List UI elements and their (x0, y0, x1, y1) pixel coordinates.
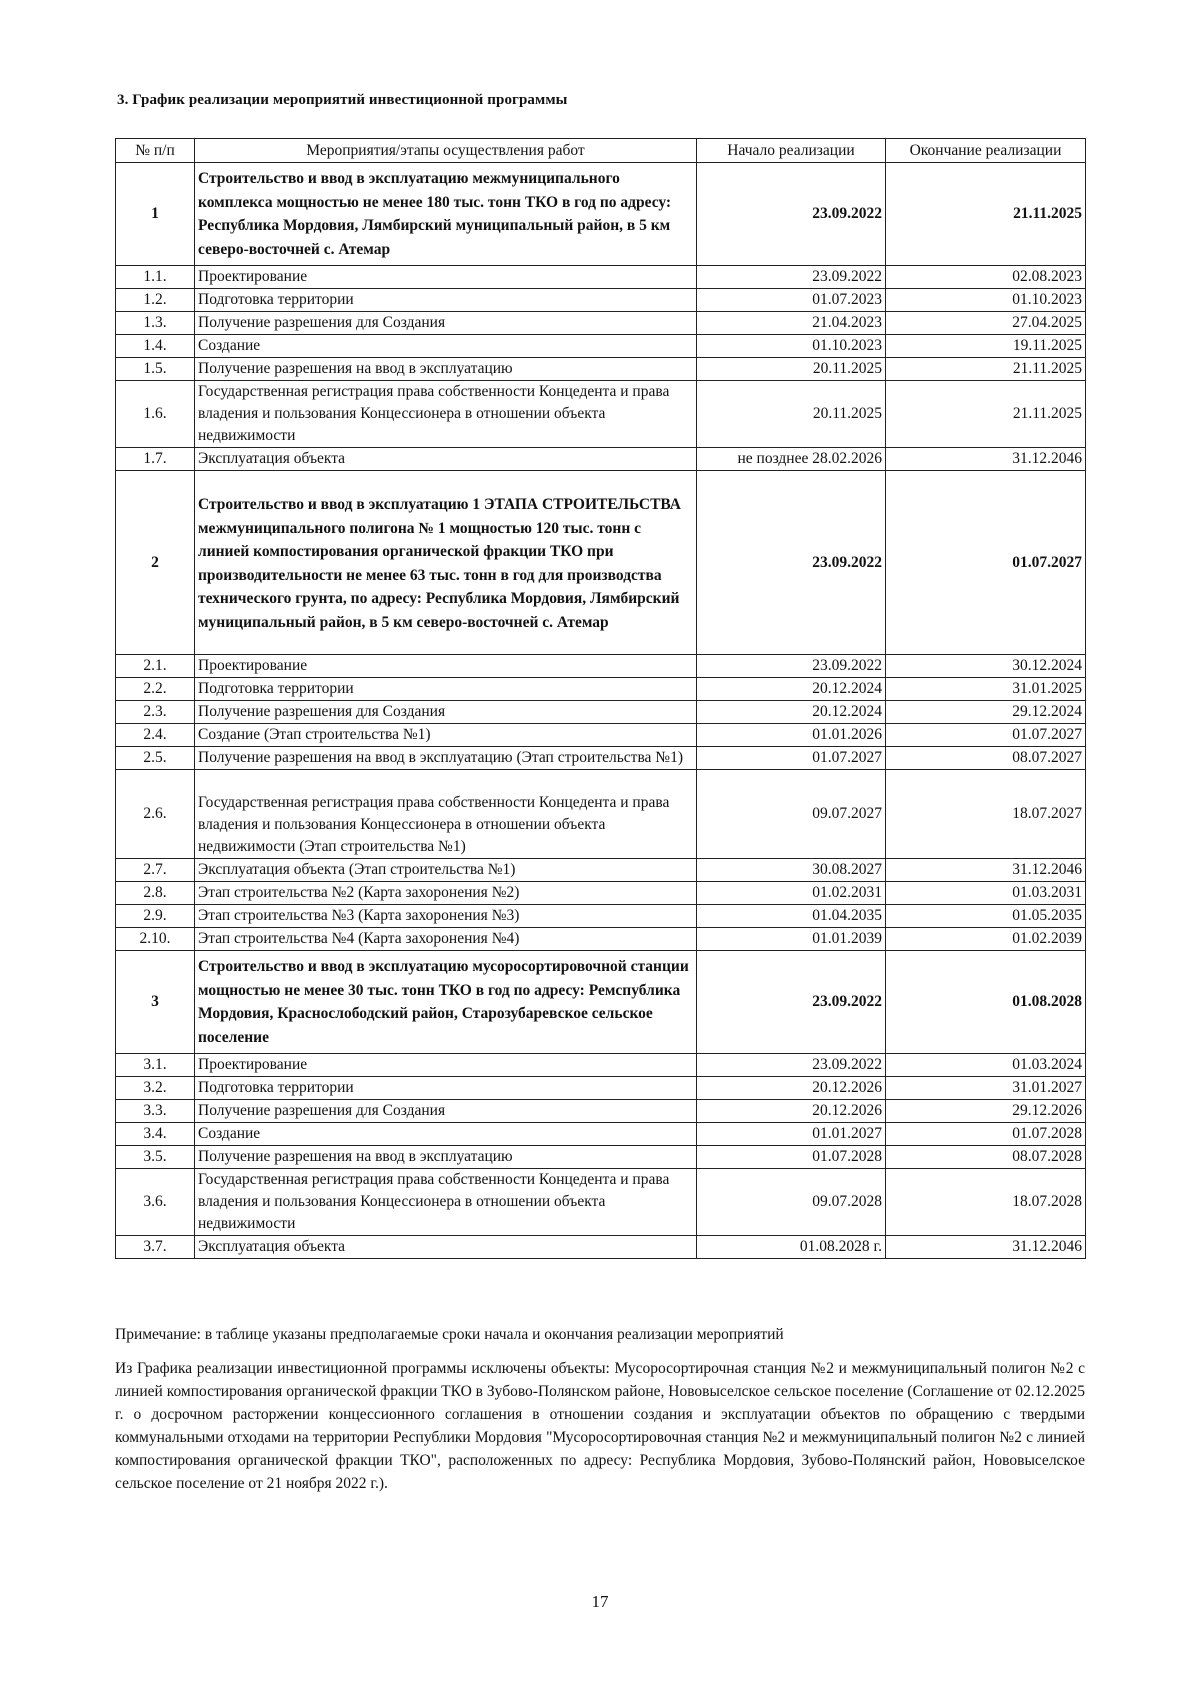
row-number: 2 (116, 471, 195, 655)
row-number: 2.6. (116, 770, 195, 859)
table-row (116, 1236, 1086, 1259)
row-start-date: 23.09.2022 (697, 163, 886, 266)
table-row (116, 859, 1086, 882)
row-end-date: 01.05.2035 (886, 905, 1086, 928)
row-number: 2.7. (116, 859, 195, 882)
row-start-date: 20.12.2024 (697, 701, 886, 724)
row-end-date: 08.07.2028 (886, 1146, 1086, 1169)
row-number: 2.9. (116, 905, 195, 928)
table-row (116, 266, 1086, 289)
row-end-date: 01.10.2023 (886, 289, 1086, 312)
table-row (116, 448, 1086, 471)
row-activity: Получение разрешения для Создания (195, 1100, 697, 1123)
row-end-date: 19.11.2025 (886, 335, 1086, 358)
row-end-date: 31.12.2046 (886, 448, 1086, 471)
row-number: 1.7. (116, 448, 195, 471)
row-activity: Строительство и ввод в эксплуатацию мусоросортировочной станции мощностью не менее 30 тыс. тонн ТКО в год по адресу: Ремспублика Мордовия, Краснослободский район, Старозубаревское сельское поселение (195, 951, 697, 1054)
row-start-date: 01.01.2026 (697, 724, 886, 747)
row-activity: Этап строительства №4 (Карта захоронения №4) (195, 928, 697, 951)
table-row (116, 724, 1086, 747)
row-number: 3.7. (116, 1236, 195, 1259)
row-end-date: 30.12.2024 (886, 655, 1086, 678)
table-row (116, 1146, 1086, 1169)
header-start: Начало реализации (697, 139, 886, 163)
table-row (116, 928, 1086, 951)
row-activity: Строительство и ввод в эксплуатацию межмуниципального комплекса мощностью не менее 180 тыс. тонн ТКО в год по адресу: Республика Мордовия, Лямбирский муниципальный район, в 5 км северо-восточней с. Атемар (195, 163, 697, 266)
row-activity: Государственная регистрация права собственности Концедента и права владения и пользования Концессионера в отношении объекта недвижимости (195, 381, 697, 448)
row-number: 1.2. (116, 289, 195, 312)
row-end-date: 21.11.2025 (886, 381, 1086, 448)
row-start-date: 01.04.2035 (697, 905, 886, 928)
row-number: 1 (116, 163, 195, 266)
section-title: 3. График реализации мероприятий инвестиционной программы (117, 92, 568, 108)
row-activity: Создание (Этап строительства №1) (195, 724, 697, 747)
row-start-date: 01.07.2023 (697, 289, 886, 312)
table-row (116, 1054, 1086, 1077)
row-start-date: 01.07.2027 (697, 747, 886, 770)
row-start-date: 20.11.2025 (697, 381, 886, 448)
row-activity: Проектирование (195, 655, 697, 678)
table-row (116, 678, 1086, 701)
row-start-date: 23.09.2022 (697, 266, 886, 289)
row-activity: Государственная регистрация права собственности Концедента и права владения и пользования Концессионера в отношении объекта недвижимости (Этап строительства №1) (195, 770, 697, 859)
row-end-date: 01.07.2027 (886, 724, 1086, 747)
row-start-date: 01.01.2039 (697, 928, 886, 951)
row-start-date: 20.12.2026 (697, 1077, 886, 1100)
row-number: 2.5. (116, 747, 195, 770)
row-end-date: 02.08.2023 (886, 266, 1086, 289)
row-start-date: 01.08.2028 г. (697, 1236, 886, 1259)
table-row (116, 882, 1086, 905)
row-end-date: 01.03.2031 (886, 882, 1086, 905)
table-row (116, 655, 1086, 678)
table-row (116, 471, 1086, 655)
table-header-row (116, 139, 1086, 163)
table-row (116, 770, 1086, 859)
row-end-date: 18.07.2027 (886, 770, 1086, 859)
row-end-date: 01.02.2039 (886, 928, 1086, 951)
row-activity: Проектирование (195, 1054, 697, 1077)
row-activity: Подготовка территории (195, 289, 697, 312)
row-end-date: 01.08.2028 (886, 951, 1086, 1054)
row-start-date: 23.09.2022 (697, 655, 886, 678)
row-number: 3.3. (116, 1100, 195, 1123)
table-row (116, 1169, 1086, 1236)
table-row (116, 312, 1086, 335)
table-row (116, 701, 1086, 724)
table-note: Примечание: в таблице указаны предполагаемые сроки начала и окончания реализации мероприятий (115, 1326, 784, 1343)
row-end-date: 31.12.2046 (886, 1236, 1086, 1259)
schedule-table (115, 138, 1086, 1259)
row-end-date: 27.04.2025 (886, 312, 1086, 335)
row-number: 2.8. (116, 882, 195, 905)
row-activity: Эксплуатация объекта (Этап строительства №1) (195, 859, 697, 882)
table-row (116, 335, 1086, 358)
row-start-date: 20.11.2025 (697, 358, 886, 381)
row-start-date: 23.09.2022 (697, 471, 886, 655)
table-row (116, 1077, 1086, 1100)
row-start-date: 01.07.2028 (697, 1146, 886, 1169)
page-number: 17 (591, 1592, 609, 1611)
row-activity: Строительство и ввод в эксплуатацию 1 ЭТАПА СТРОИТЕЛЬСТВА межмуниципального полигона № 1 мощностью 120 тыс. тонн с линией компостирования органической фракции ТКО при производительности не менее 63 тыс. тонн в год для производства технического грунта, по адресу: Республика Мордовия, Лямбирский муниципальный район, в 5 км северо-восточней с. Атемар (195, 471, 697, 655)
header-num: № п/п (116, 139, 195, 163)
table-row (116, 358, 1086, 381)
row-activity: Этап строительства №2 (Карта захоронения №2) (195, 882, 697, 905)
row-start-date: 01.01.2027 (697, 1123, 886, 1146)
table-row (116, 747, 1086, 770)
row-number: 3.6. (116, 1169, 195, 1236)
header-activity: Мероприятия/этапы осуществления работ (195, 139, 697, 163)
table-row (116, 163, 1086, 266)
row-end-date: 01.07.2027 (886, 471, 1086, 655)
row-start-date: 23.09.2022 (697, 1054, 886, 1077)
row-end-date: 01.07.2028 (886, 1123, 1086, 1146)
table-row (116, 905, 1086, 928)
row-start-date: 09.07.2027 (697, 770, 886, 859)
row-activity: Подготовка территории (195, 678, 697, 701)
row-end-date: 29.12.2024 (886, 701, 1086, 724)
header-end: Окончание реализации (886, 139, 1086, 163)
row-end-date: 18.07.2028 (886, 1169, 1086, 1236)
row-activity: Эксплуатация объекта (195, 448, 697, 471)
row-number: 2.10. (116, 928, 195, 951)
row-end-date: 21.11.2025 (886, 163, 1086, 266)
row-start-date: 21.04.2023 (697, 312, 886, 335)
row-start-date: 30.08.2027 (697, 859, 886, 882)
row-number: 2.3. (116, 701, 195, 724)
excluded-objects-paragraph: Из Графика реализации инвестиционной программы исключены объекты: Мусоросортирочная станция №2 и межмуниципальный полигон №2 с линией компостирования органической фракции ТКО в Зубово-Полянском районе, Нововыселское сельское поселение (Соглашение от 02.12.2025 г. о досрочном расторжении концессионного соглашения в отношении создания и эксплуатации объектов по обращению с твердыми коммунальными отходами на территории Республики Мордовия "Мусоросортировочная станция №2 и межмуниципальный полигон №2 с линией компостирования органической фракции ТКО", расположенных по адресу: Республика Мордовия, Зубово-Полянский район, Нововыселское сельское поселение от 21 ноября 2022 г.). (115, 1360, 1085, 1492)
row-activity: Создание (195, 1123, 697, 1146)
table-row (116, 289, 1086, 312)
row-number: 3.5. (116, 1146, 195, 1169)
row-number: 3.1. (116, 1054, 195, 1077)
row-number: 1.6. (116, 381, 195, 448)
table-row (116, 1100, 1086, 1123)
row-end-date: 01.03.2024 (886, 1054, 1086, 1077)
table-row (116, 381, 1086, 448)
table-row (116, 951, 1086, 1054)
row-start-date: 01.02.2031 (697, 882, 886, 905)
row-activity: Подготовка территории (195, 1077, 697, 1100)
row-activity: Проектирование (195, 266, 697, 289)
row-activity: Получение разрешения для Создания (195, 312, 697, 335)
row-activity: Создание (195, 335, 697, 358)
row-activity: Эксплуатация объекта (195, 1236, 697, 1259)
row-number: 2.1. (116, 655, 195, 678)
row-end-date: 31.01.2027 (886, 1077, 1086, 1100)
row-end-date: 21.11.2025 (886, 358, 1086, 381)
row-activity: Получение разрешения на ввод в эксплуатацию (195, 358, 697, 381)
row-start-date: 01.10.2023 (697, 335, 886, 358)
row-start-date: 20.12.2026 (697, 1100, 886, 1123)
row-number: 3.4. (116, 1123, 195, 1146)
row-start-date: не позднее 28.02.2026 (697, 448, 886, 471)
row-start-date: 09.07.2028 (697, 1169, 886, 1236)
row-end-date: 29.12.2026 (886, 1100, 1086, 1123)
row-number: 3 (116, 951, 195, 1054)
row-start-date: 23.09.2022 (697, 951, 886, 1054)
row-number: 1.3. (116, 312, 195, 335)
row-number: 2.2. (116, 678, 195, 701)
row-number: 3.2. (116, 1077, 195, 1100)
row-activity: Получение разрешения на ввод в эксплуатацию (Этап строительства №1) (195, 747, 697, 770)
row-number: 1.5. (116, 358, 195, 381)
row-activity: Получение разрешения для Создания (195, 701, 697, 724)
table-row (116, 1123, 1086, 1146)
row-end-date: 31.01.2025 (886, 678, 1086, 701)
row-end-date: 08.07.2027 (886, 747, 1086, 770)
row-activity: Этап строительства №3 (Карта захоронения №3) (195, 905, 697, 928)
row-number: 1.4. (116, 335, 195, 358)
row-number: 1.1. (116, 266, 195, 289)
row-activity: Государственная регистрация права собственности Концедента и права владения и пользования Концессионера в отношении объекта недвижимости (195, 1169, 697, 1236)
row-end-date: 31.12.2046 (886, 859, 1086, 882)
row-activity: Получение разрешения на ввод в эксплуатацию (195, 1146, 697, 1169)
row-number: 2.4. (116, 724, 195, 747)
row-start-date: 20.12.2024 (697, 678, 886, 701)
